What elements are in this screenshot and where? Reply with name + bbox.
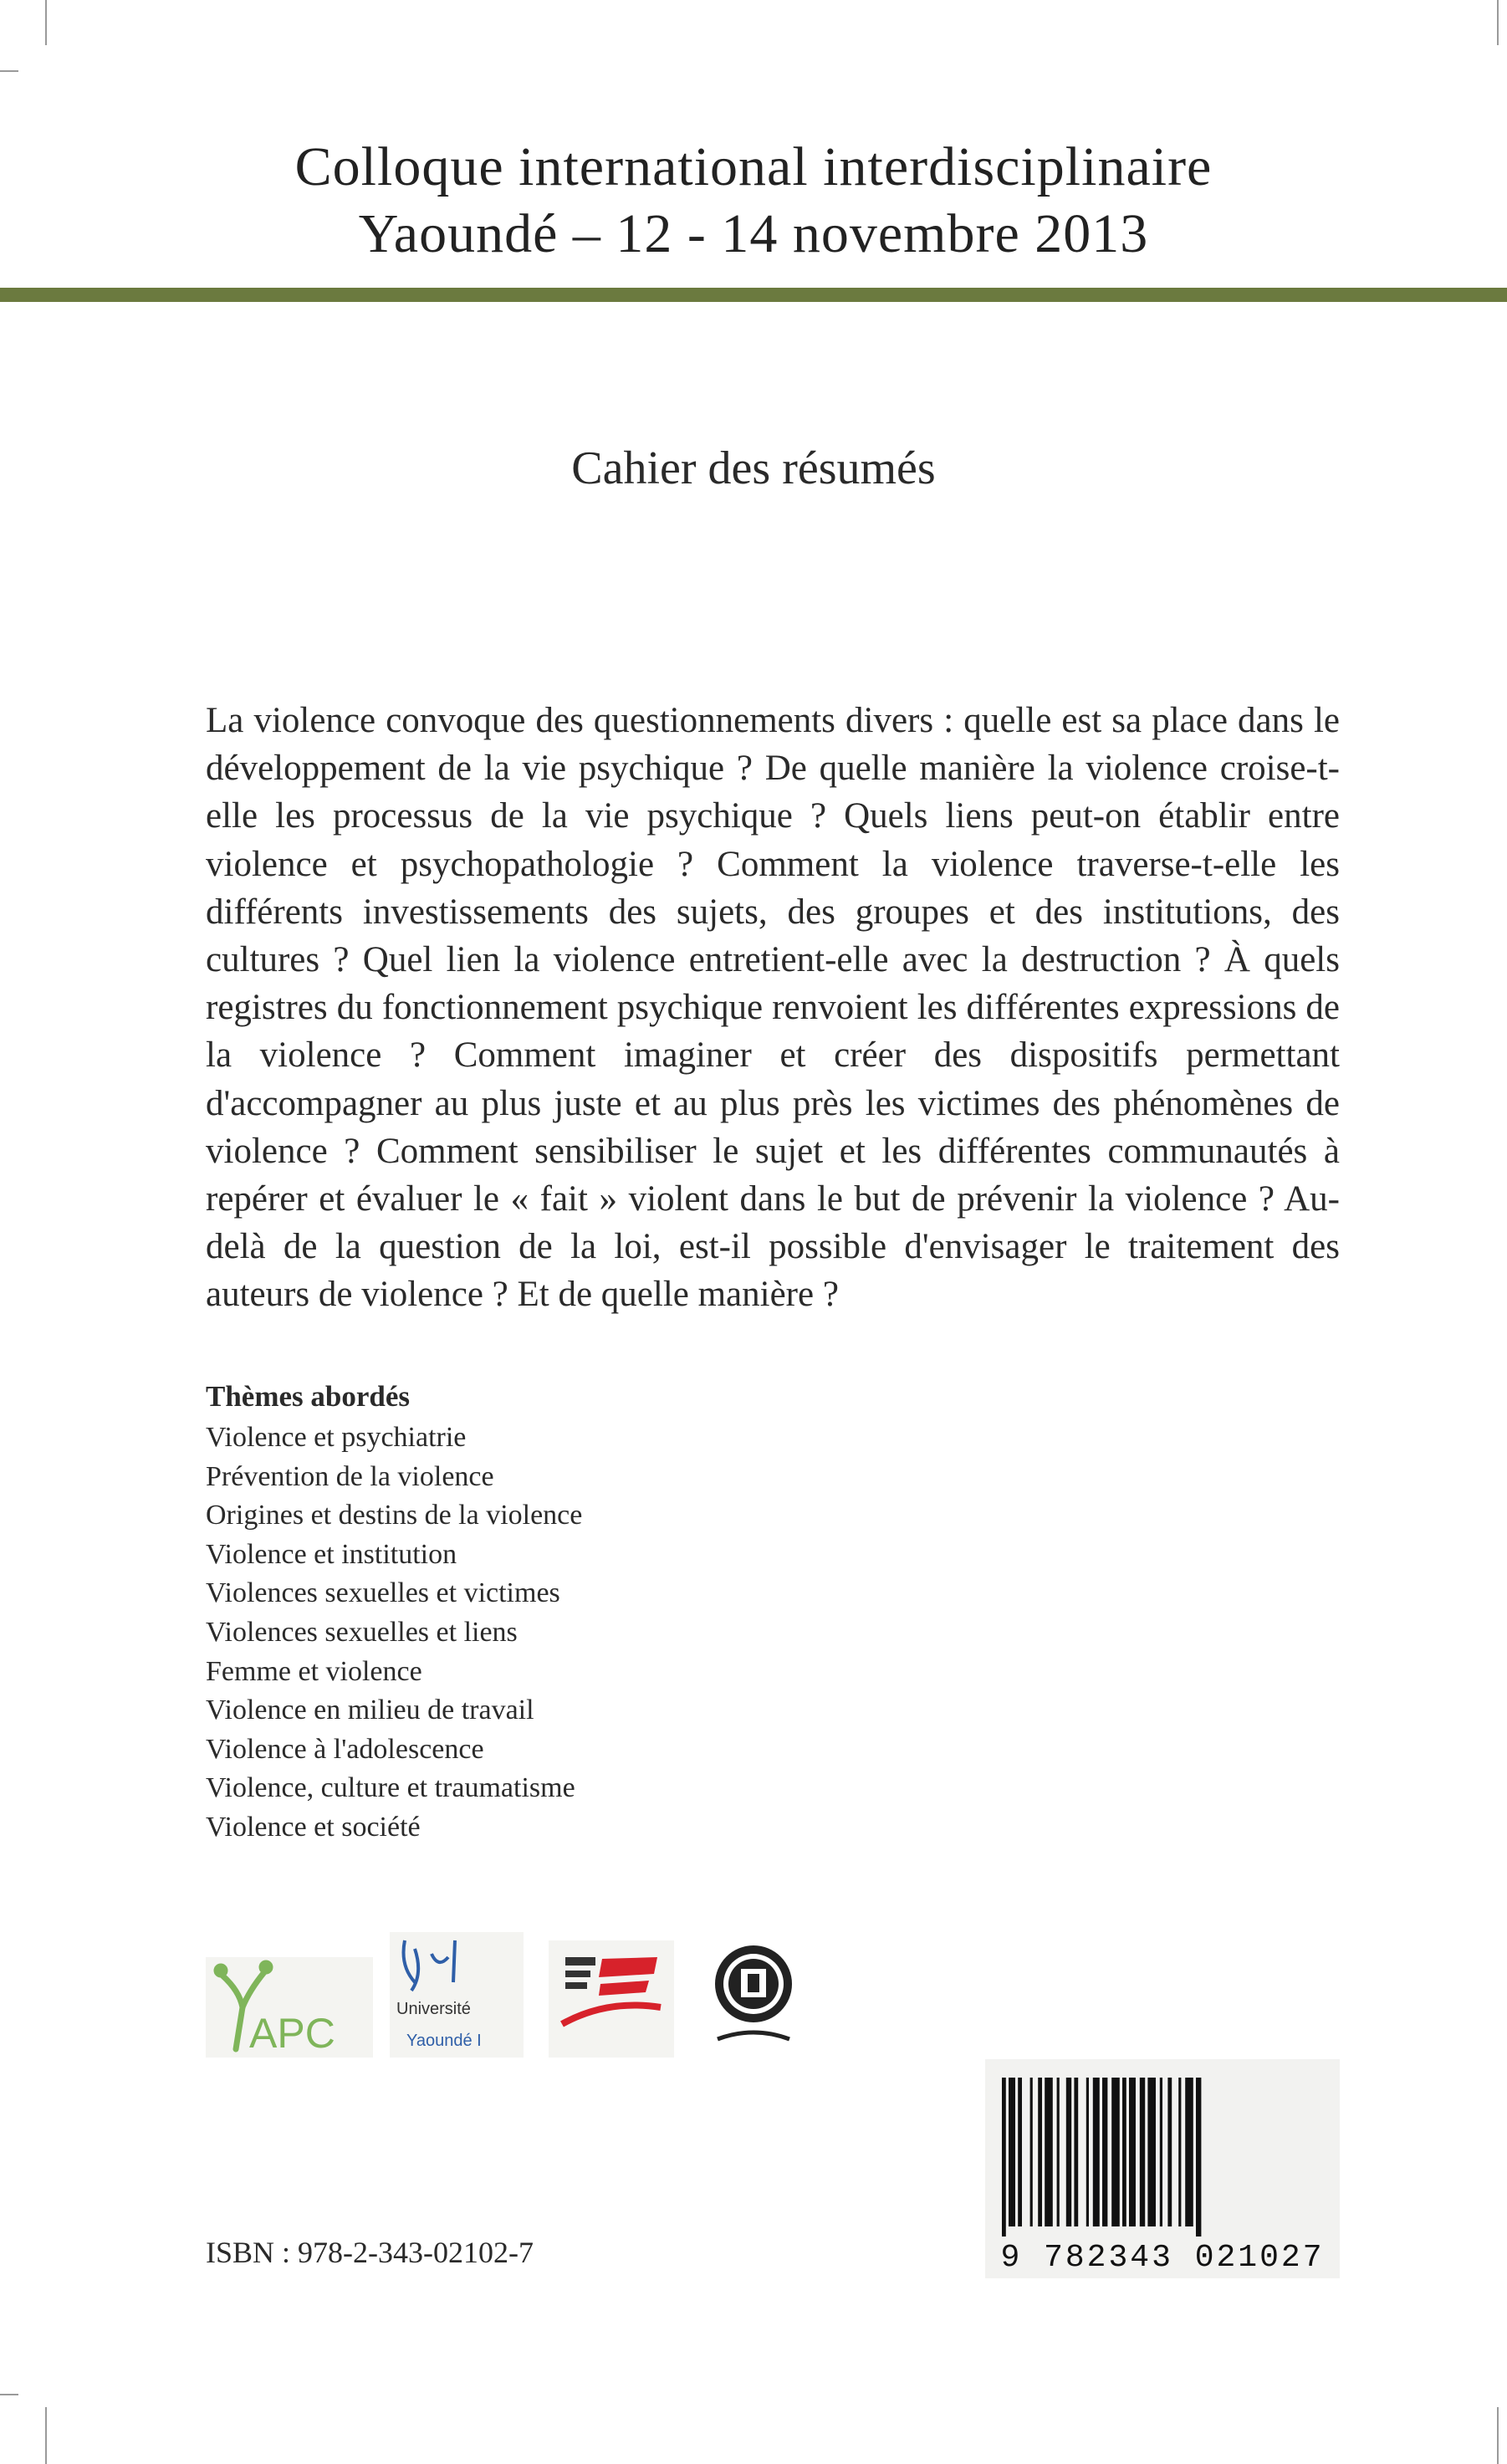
- barcode-bars-icon: [1002, 2078, 1323, 2237]
- crop-mark-top-left-h: [0, 70, 18, 72]
- apc-logo-text: APC: [249, 2010, 335, 2057]
- conference-title-line1: Colloque international interdisciplinaire: [294, 136, 1213, 197]
- seal-emblem-icon: [708, 1932, 799, 2058]
- university-seal: [708, 1932, 799, 2058]
- crop-mark-bottom-right-v: [1497, 2407, 1499, 2464]
- theme-item: Violence et société: [206, 1811, 421, 1843]
- university-logo-line1: Université: [396, 2000, 471, 2018]
- theme-item: Violence à l'adolescence: [206, 1733, 484, 1765]
- theme-item: Violence et institution: [206, 1538, 457, 1570]
- university-logo-line2: Yaoundé I: [406, 2032, 482, 2050]
- partner-logos: [206, 1932, 825, 2066]
- conference-title: [0, 134, 1507, 268]
- crop-mark-bottom-left-v: [45, 2407, 47, 2464]
- themes-list: [206, 1419, 582, 1848]
- theme-item: Violence, culture et traumatisme: [206, 1772, 575, 1804]
- theme-item: Prévention de la violence: [206, 1460, 494, 1492]
- crop-mark-bottom-left-h: [0, 2394, 18, 2395]
- crop-mark-top-left-v: [45, 0, 47, 45]
- red-swoosh-icon: [549, 1940, 674, 2058]
- header-divider: [0, 288, 1507, 302]
- theme-item: Origines et destins de la violence: [206, 1500, 583, 1531]
- theme-item: Violence et psychiatrie: [206, 1422, 467, 1453]
- crop-mark-top-right-v: [1497, 0, 1499, 45]
- theme-item: Femme et violence: [206, 1655, 422, 1687]
- theme-item: Violences sexuelles et liens: [206, 1616, 518, 1648]
- page-title: Cahier des résumés: [571, 442, 936, 494]
- theme-item: Violences sexuelles et victimes: [206, 1577, 560, 1609]
- summary-paragraph: La violence convoque des questionnements divers : quelle est sa place dans le développement de la vie psychique ? De quelle manière la violence croise-t-elle les processus de la vie psychique ? Quels liens peut-on établir entre violence et psychopathologie ? Comment la violence traverse-t-elle les différents investissements des sujets, des groupes et des institutions, des cultures ? Quel lien la violence entretient-elle avec la destruction ? À quels registres du fonctionnement psychique renvoient les différentes expressions de la violence ? Comment imaginer et créer des dispositifs permettant d'accompagner au plus juste et au plus près les victimes des phénomènes de violence ? Comment sensibiliser le sujet et les différentes communautés à repérer et évaluer le « fait » violent dans le but de prévenir la violence ? Au-delà de la question de la loi, est-il possible d'envisager le traitement des auteurs de violence ? Et de quelle manière ?: [206, 701, 1340, 1315]
- themes-heading: Thèmes abordés: [206, 1380, 411, 1413]
- barcode: [985, 2059, 1340, 2278]
- conference-title-line2: Yaoundé – 12 - 14 novembre 2013: [358, 203, 1149, 264]
- red-partner-logo: [549, 1940, 674, 2058]
- university-logo: [390, 1932, 524, 2058]
- apc-logo: [206, 1957, 373, 2058]
- barcode-digits: 9 782343 021027: [1000, 2240, 1325, 2276]
- apc-figure-icon: [206, 1957, 373, 2058]
- university-script-icon: [390, 1932, 524, 2058]
- isbn: ISBN : 978-2-343-02102-7: [206, 2236, 534, 2269]
- theme-item: Violence en milieu de travail: [206, 1695, 534, 1726]
